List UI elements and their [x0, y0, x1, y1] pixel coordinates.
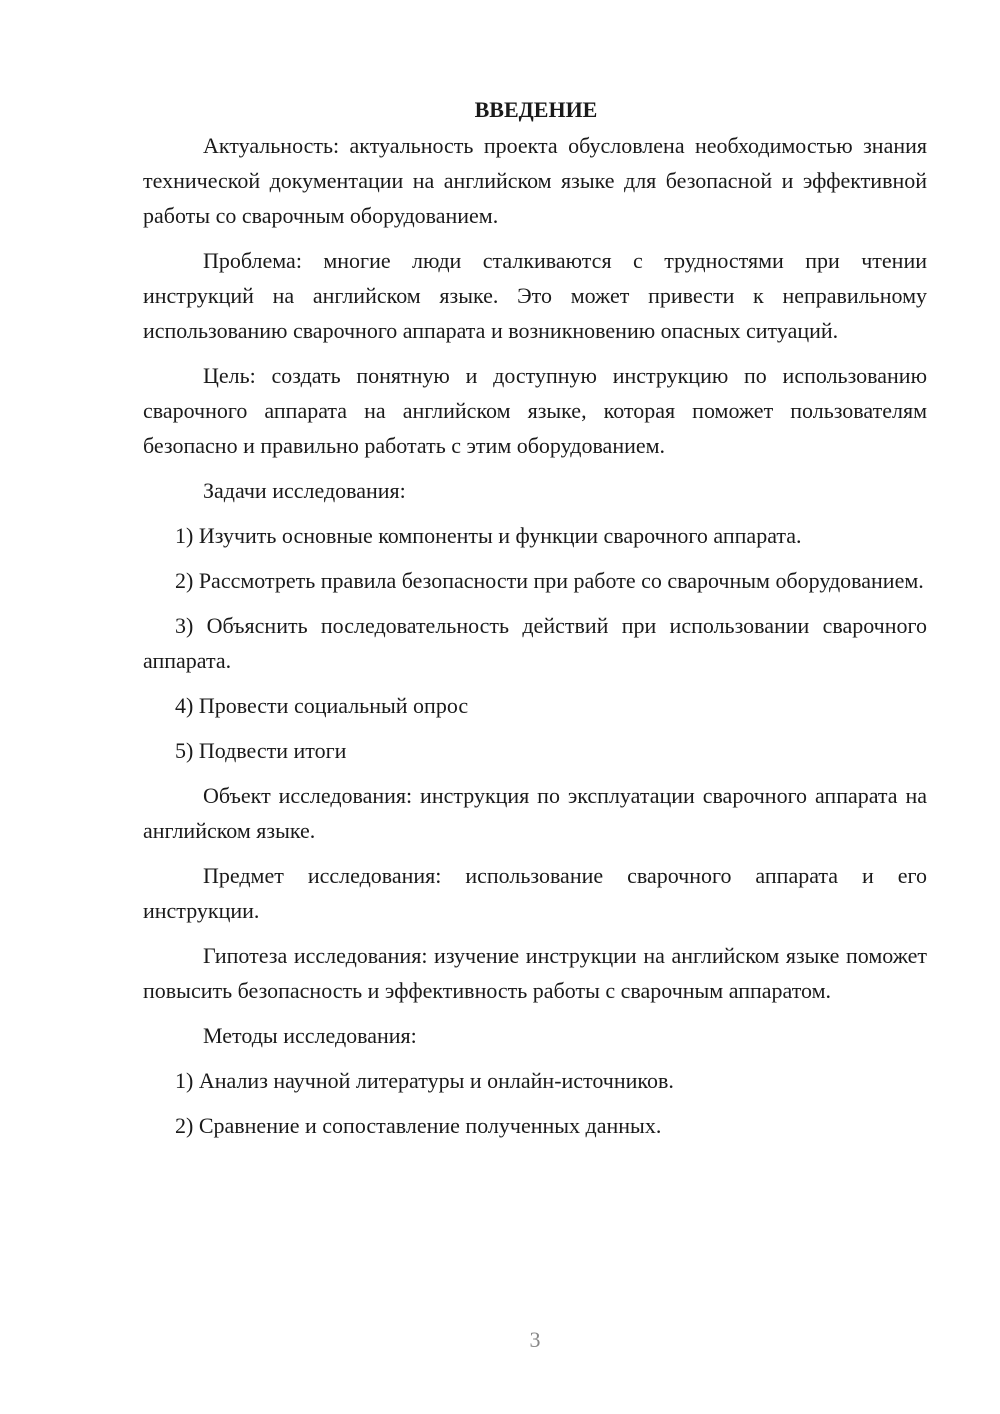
list-item-method-2: 2) Сравнение и сопоставление полученных данных. [175, 1113, 662, 1138]
paragraph-tasks-heading: Задачи исследования: [203, 478, 406, 503]
paragraph-problem: Проблема: многие люди сталкиваются с трудностями при чтении инструкций на английском языке. Это может привести к неправильному использованию сварочного аппарата и возникновению опасных ситуаций. [143, 248, 927, 343]
paragraph-object: Объект исследования: инструкция по эксплуатации сварочного аппарата на английском языке. [143, 783, 927, 843]
section-title: ВВЕДЕНИЕ [474, 97, 598, 122]
paragraph-subject: Предмет исследования: использование сварочного аппарата и его инструкции. [143, 863, 927, 923]
list-item-task-2: 2) Рассмотреть правила безопасности при работе со сварочным оборудованием. [175, 568, 924, 593]
paragraph-hypothesis: Гипотеза исследования: изучение инструкции на английском языке поможет повысить безопасность и эффективность работы с сварочным аппаратом. [143, 943, 927, 1003]
list-item-task-1: 1) Изучить основные компоненты и функции сварочного аппарата. [175, 523, 802, 548]
page-number: 3 [529, 1327, 541, 1352]
list-item-task-3: 3) Объяснить последовательность действий при использовании сварочного аппарата. [143, 613, 927, 673]
list-item-task-4: 4) Провести социальный опрос [175, 693, 469, 718]
list-item-method-1: 1) Анализ научной литературы и онлайн-источников. [175, 1068, 674, 1093]
list-item-task-5: 5) Подвести итоги [175, 738, 347, 763]
paragraph-goal: Цель: создать понятную и доступную инструкцию по использованию сварочного аппарата на английском языке, которая поможет пользователям безопасно и правильно работать с этим оборудованием. [143, 363, 927, 458]
paragraph-methods-heading: Методы исследования: [203, 1023, 417, 1048]
paragraph-relevance: Актуальность: актуальность проекта обусловлена необходимостью знания технической документации на английском языке для безопасной и эффективной работы со сварочным оборудованием. [143, 133, 927, 228]
page-body [143, 92, 927, 1153]
